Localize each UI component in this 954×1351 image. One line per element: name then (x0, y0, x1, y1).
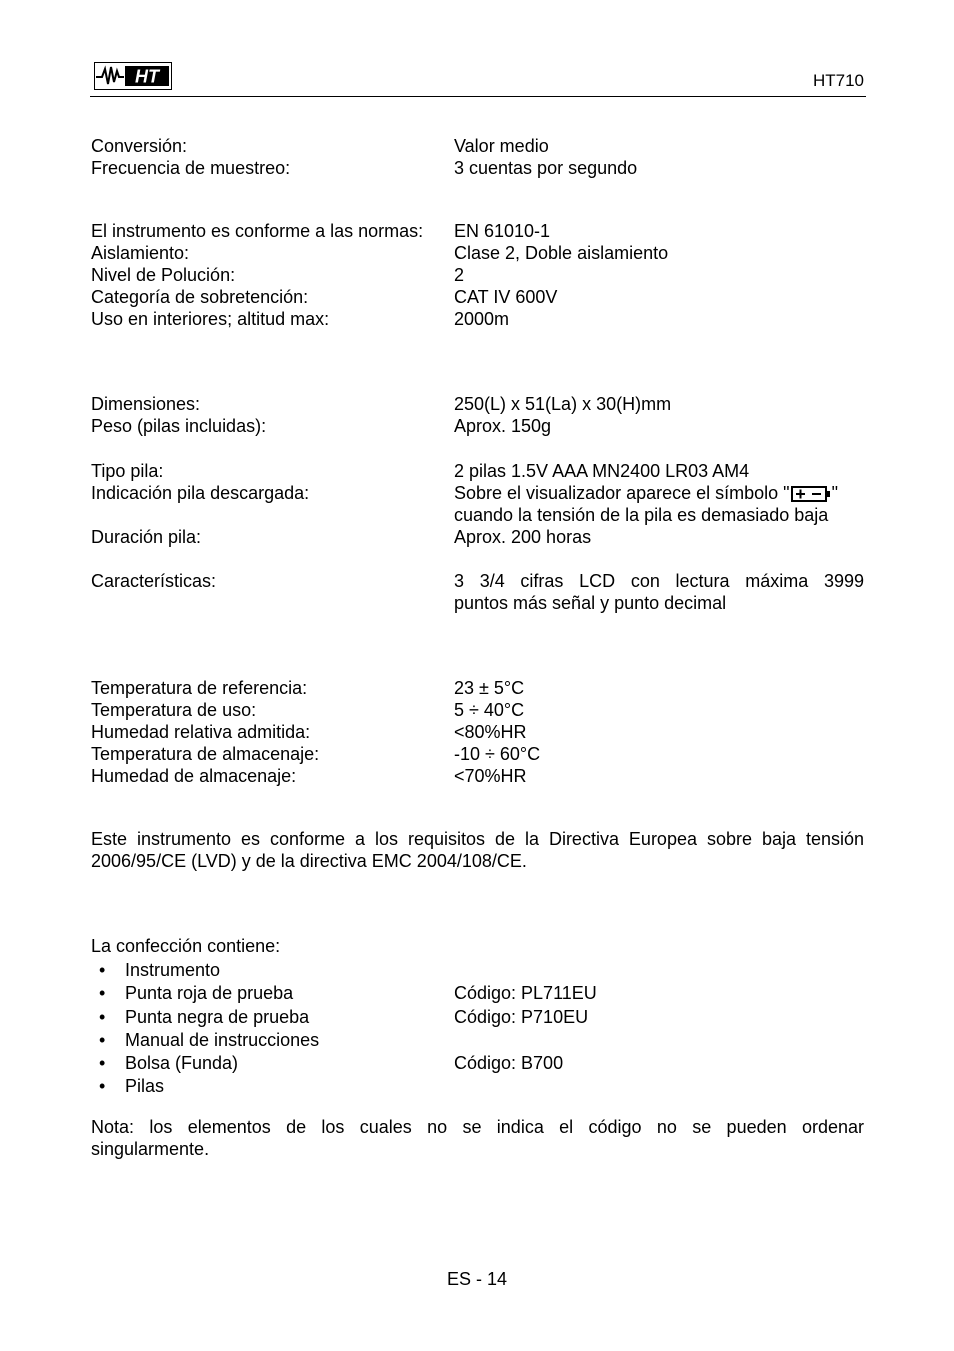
ht-logo (94, 62, 172, 90)
spec-value: Aprox. 150g (454, 416, 552, 436)
compliance-paragraph (91, 828, 864, 872)
spec-row (91, 765, 864, 787)
item-name: Punta roja de prueba (125, 983, 294, 1004)
item-name: Bolsa (Funda) (125, 1053, 239, 1074)
note-paragraph (91, 1116, 864, 1160)
spec-label: Indicación pila descargada: (91, 483, 310, 503)
spec-label: Temperatura de referencia: (91, 678, 308, 698)
bullet: • (99, 1053, 106, 1074)
list-item (91, 1052, 864, 1075)
spec-label: Humedad relativa admitida: (91, 722, 311, 742)
bullet: • (99, 983, 106, 1004)
spec-value: 2 pilas 1.5V AAA MN2400 LR03 AM4 (454, 461, 750, 481)
spec-value: CAT IV 600V (454, 287, 558, 307)
spec-row (91, 264, 864, 286)
spec-row (91, 592, 864, 614)
battery-specs (91, 460, 864, 548)
list-item (91, 982, 864, 1005)
spec-row (91, 220, 864, 242)
spec-label: Nivel de Polución: (91, 265, 236, 285)
spec-row (91, 460, 864, 482)
list-item (91, 1029, 864, 1052)
spec-value: 3 3/4 cifras LCD con lectura máxima 3999 (454, 571, 864, 591)
spec-value: <70%HR (454, 766, 527, 786)
spec-value: EN 61010-1 (454, 221, 551, 241)
bullet: • (99, 1029, 106, 1050)
spec-label: Aislamiento: (91, 243, 190, 263)
paragraph-line: Nota: los elementos de los cuales no se indica el código no se pueden ordenar (91, 1117, 864, 1137)
spec-label: Temperatura de uso: (91, 700, 257, 720)
spec-label: Dimensiones: (91, 394, 201, 414)
spec-label: Categoría de sobretención: (91, 287, 309, 307)
spec-value: 2 (454, 265, 465, 285)
accessories-list (91, 959, 864, 1099)
page-number: ES - 14 (446, 1269, 508, 1289)
spec-value-text: Sobre el visualizador aparece el símbolo " (454, 483, 790, 503)
spec-row (91, 308, 864, 330)
item-name: Instrumento (125, 960, 221, 980)
measurement-specs (91, 135, 864, 179)
item-code: Código: P710EU (454, 1006, 589, 1027)
spec-row (91, 570, 864, 592)
spec-label: Humedad de almacenaje: (91, 766, 297, 786)
spec-value: 3 cuentas por segundo (454, 158, 638, 178)
general-specs (91, 393, 864, 437)
item-name: Punta negra de prueba (125, 1006, 310, 1027)
spec-value: puntos más señal y punto decimal (454, 593, 727, 613)
spec-label: Conversión: (91, 136, 188, 156)
spec-value: Valor medio (454, 136, 549, 156)
features-specs (91, 570, 864, 614)
spec-value: 2000m (454, 309, 510, 329)
spec-row (91, 482, 864, 504)
spec-value: Clase 2, Doble aislamiento (454, 243, 669, 263)
spec-row (91, 157, 864, 179)
spec-label: Tipo pila: (91, 461, 164, 481)
spec-row (91, 699, 864, 721)
spec-label: Frecuencia de muestreo: (91, 158, 291, 178)
spec-value: -10 ÷ 60°C (454, 744, 541, 764)
item-code: Código: PL711EU (454, 983, 597, 1004)
accessories-intro-text: La confección contiene: (91, 936, 281, 956)
intro-row (91, 935, 864, 957)
spec-value (454, 482, 838, 504)
item-name: Pilas (125, 1076, 165, 1097)
accessories-intro (91, 935, 864, 957)
spec-row (91, 242, 864, 264)
spec-label: Peso (pilas incluidas): (91, 416, 267, 436)
item-code: Código: B700 (454, 1053, 564, 1074)
spec-row (91, 135, 864, 157)
paragraph-line: Este instrumento es conforme a los requisitos de la Directiva Europea sobre baja tensión (91, 829, 864, 849)
spec-row (91, 526, 864, 548)
bullet: • (99, 1076, 106, 1097)
spec-row (91, 393, 864, 415)
spec-value: 5 ÷ 40°C (454, 700, 525, 720)
spec-value: 250(L) x 51(La) x 30(H)mm (454, 394, 672, 414)
list-item (91, 959, 864, 982)
item-name: Manual de instrucciones (125, 1029, 320, 1050)
spec-label: Temperatura de almacenaje: (91, 744, 320, 764)
spec-value: <80%HR (454, 722, 527, 742)
document-id: HT710 (812, 71, 864, 90)
list-item (91, 1006, 864, 1029)
paragraph-line: 2006/95/CE (LVD) y de la directiva EMC 2004/108/CE. (91, 851, 527, 871)
battery-icon (791, 486, 831, 502)
bullet: • (99, 1006, 106, 1027)
spec-value: Aprox. 200 horas (454, 527, 592, 547)
spec-row (91, 721, 864, 743)
safety-specs (91, 220, 864, 330)
spec-label: Características: (91, 571, 217, 591)
spec-row (91, 286, 864, 308)
spec-row (91, 415, 864, 437)
spec-value: cuando la tensión de la pila es demasiado baja (454, 505, 829, 525)
logo-text: HT (135, 66, 159, 87)
paragraph-line: singularmente. (91, 1139, 210, 1159)
spec-row (91, 743, 864, 765)
spec-value: 23 ± 5°C (454, 678, 525, 698)
page-header (90, 60, 866, 97)
spec-label: El instrumento es conforme a las normas: (91, 221, 424, 241)
spec-label: Duración pila: (91, 527, 202, 547)
spec-row (91, 677, 864, 699)
spec-label: Uso en interiores; altitud max: (91, 309, 330, 329)
bullet: • (99, 960, 106, 980)
spec-row (91, 504, 864, 526)
environment-specs (91, 677, 864, 787)
list-item (91, 1075, 864, 1098)
spec-value-text: " (831, 483, 838, 503)
